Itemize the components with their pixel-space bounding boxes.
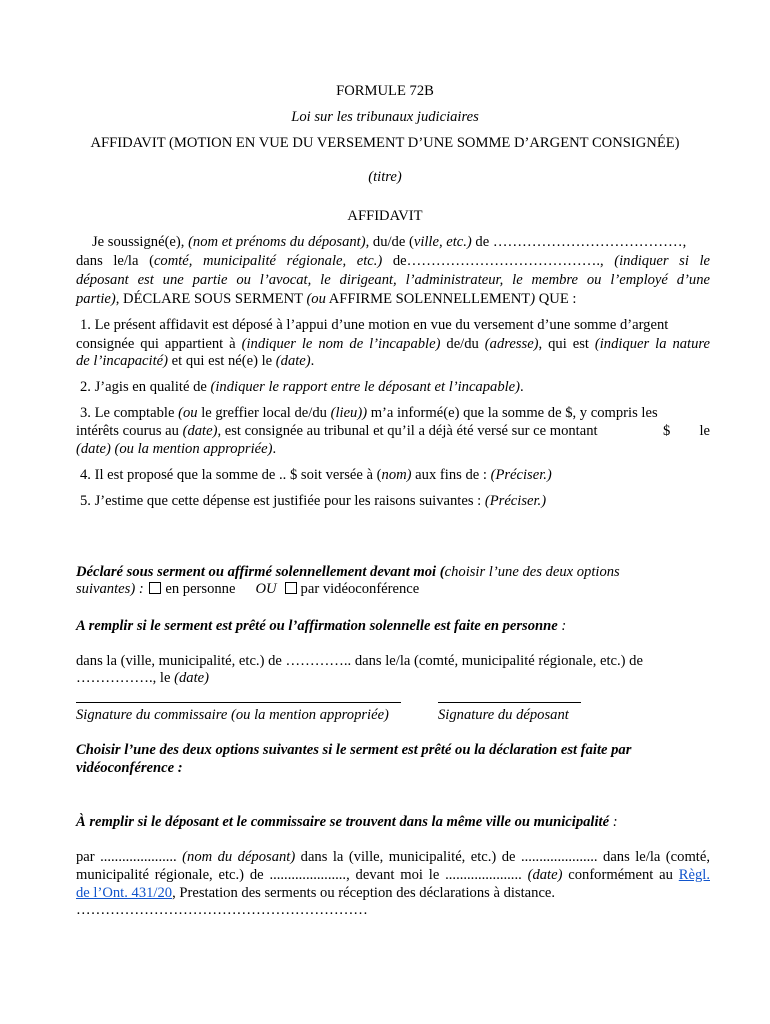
same-city-text: par ..................... [76,849,183,865]
place-text: ……………., le [76,670,175,686]
para-text: (ou la mention appropriée) [114,441,273,457]
intro-text: , DÉCLARE SOUS SERMENT [115,291,307,307]
date-placeholder: (date) [76,441,111,457]
para-text: de/du [440,336,485,352]
heading-text: A remplir si le serment est prêté ou l’affirmation solennelle est faite en personne [76,618,558,634]
para-3-line-1 [80,404,710,422]
intro-text: de …………………………………, [471,234,687,250]
heading-text: À remplir si le déposant et le commissaire se trouvent dans la même ville ou municipalité [76,814,610,830]
same-city-heading [76,813,710,831]
same-city-text: municipalité régionale, etc.) de ....................., devant moi le ..................... [76,867,528,883]
commissioner-signature-label: Signature du commissaire (ou la mention appropriée) [76,707,389,723]
para-text: m’a informé(e) que la somme de $, y compris les [367,405,658,421]
intro-text: (ou [306,291,326,307]
regulation-link[interactable]: Règl. [678,867,710,883]
date-placeholder: (date) [182,423,218,439]
para-text: (ou [178,405,198,421]
para-text: aux fins de : [411,467,491,483]
same-city-text: conformément au [562,867,679,883]
videoconference-checkbox[interactable] [285,582,297,594]
heading-text: : [609,814,618,830]
city-placeholder: ville, etc.) [413,234,472,250]
place-placeholder: (lieu)) [330,405,368,421]
intro-text: , du/de ( [365,234,414,250]
intro-line-4 [76,290,710,308]
intro-line-1 [92,233,710,251]
heading-text: Choisir l’une des deux options suivantes si le serment est prêté ou la déclaration est faite par [76,742,632,758]
intro-text: partie) [76,291,116,307]
place-line-2 [76,669,710,687]
date-placeholder: (date) [275,353,311,369]
in-person-checkbox[interactable] [149,582,161,594]
form-title: AFFIDAVIT (MOTION EN VUE DU VERSEMENT D’UNE SOMME D’ARGENT CONSIGNÉE) [90,135,680,151]
in-person-heading [76,617,710,635]
role-placeholder: (indiquer si le [603,253,711,269]
deponent-name-placeholder: (nom et prénoms du déposant) [188,234,366,250]
para-text: et qui est né(e) le [167,353,276,369]
or-label: OU [255,581,277,597]
title-placeholder: (titre) [368,169,402,185]
affidavit-heading: AFFIDAVIT [347,208,423,224]
in-person-label: en personne [165,581,236,597]
para-text: consignée qui appartient à [76,336,242,352]
intro-text: QUE : [535,291,577,307]
jurat-text: Déclaré sous serment ou affirmé solennellement devant moi ( [76,564,445,580]
para-2 [80,378,710,396]
incapacity-placeholder: (indiquer la nature [594,336,710,352]
regulation-link[interactable]: de l’Ont. 431/20 [76,885,173,901]
same-city-text: , Prestation des serments ou réception des déclarations à distance. [172,885,556,901]
same-city-line-2 [76,866,710,884]
jurat-line-1 [76,563,710,581]
name-placeholder: nom) [381,467,412,483]
jurat-text: choisir l’une des deux options [444,564,620,580]
para-text: , qui est [538,336,595,352]
specify-placeholder: (Préciser.) [490,467,552,483]
para-text: le greffier local de/du [197,405,331,421]
para-text: , est consignée au tribunal et qu’il a déjà été versé sur ce montant [217,423,598,439]
incapable-name-placeholder: (indiquer le nom de l’incapable) [241,336,441,352]
heading-text: vidéoconférence : [76,760,183,776]
intro-text: ) [530,291,536,307]
jurat-text: suivantes) : [76,581,148,597]
para-1-line-1: 1. Le présent affidavit est déposé à l’appui d’une motion en vue du versement d’une somme d’argent [80,317,669,333]
para-text: intérêts courus au [76,423,183,439]
date-placeholder: (date) [174,670,209,686]
place-line-1: dans la (ville, municipalité, etc.) de ………….. dans le/la (comté, municipalité régionale, etc.) de [76,653,643,669]
para-1-line-2 [76,335,710,353]
para-5 [80,492,710,510]
para-1-line-3 [76,352,710,370]
statute-name: Loi sur les tribunaux judiciaires [291,109,479,125]
video-heading-line-2 [76,759,710,777]
para-text: 2. J’agis en qualité de [80,379,211,395]
same-city-text: dans la (ville, municipalité, etc.) de ..................... dans le/la (comté, [295,849,710,865]
para-text: 5. J’estime que cette dépense est justifiée pour les raisons suivantes : [80,493,485,509]
county-placeholder: comté, municipalité régionale, etc.) [153,253,383,269]
intro-line-3: déposant est une partie ou l’avocat, le dirigeant, l’administrateur, le membre ou l’employé d’une [76,272,710,288]
commissioner-signature-line [76,702,401,703]
para-4 [80,466,710,484]
form-number: FORMULE 72B [336,83,434,99]
video-heading-line-1 [76,741,710,759]
para-3-line-2 [76,422,710,440]
jurat-line-2 [76,580,710,598]
same-city-line-3 [76,884,710,902]
para-text: le [699,423,710,439]
intro-text: de…………………………………., [382,253,604,269]
intro-text: Je soussigné(e), [92,234,189,250]
para-text: $ [663,423,671,439]
signature-dotted-line: …………………………………………………… [76,902,368,918]
date-placeholder: (date) [527,867,563,883]
para-3-line-3 [76,440,710,458]
para-text: . [520,379,524,395]
intro-text: dans le/la [76,253,150,269]
intro-text: AFFIRME SOLENNELLEMENT [325,291,531,307]
para-text: . [272,441,277,457]
specify-placeholder: (Préciser.) [484,493,547,509]
relationship-placeholder: (indiquer le rapport entre le déposant et l’incapable) [210,379,521,395]
deponent-signature-label: Signature du déposant [438,707,569,723]
heading-text: : [557,618,567,634]
para-text: 3. Le comptable [80,405,179,421]
para-text: 4. Il est proposé que la somme de .. $ soit versée à ( [80,467,382,483]
intro-line-2 [76,252,710,270]
same-city-line-1 [76,848,710,866]
para-text: de l’incapacité) [76,353,168,369]
deponent-signature-line [438,702,581,703]
intro-text: ( [149,253,154,269]
address-placeholder: (adresse) [484,336,539,352]
videoconference-label: par vidéoconférence [300,581,420,597]
deponent-name-placeholder: (nom du déposant) [182,849,296,865]
para-text: . [310,353,315,369]
